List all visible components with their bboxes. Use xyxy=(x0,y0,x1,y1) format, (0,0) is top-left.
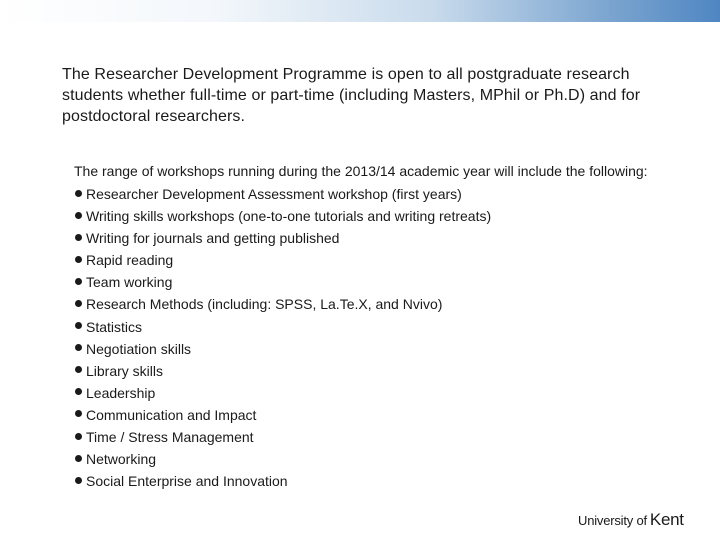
logo-prefix: University of xyxy=(578,513,647,528)
university-logo xyxy=(578,510,684,534)
list-item xyxy=(74,338,684,360)
list-item-label: Communication and Impact xyxy=(86,406,257,423)
bullet-icon xyxy=(75,234,82,241)
workshops-section xyxy=(74,164,684,492)
bullet-icon xyxy=(75,388,82,395)
workshops-intro: The range of workshops running during the 2013/14 academic year will include the following: xyxy=(74,163,648,179)
list-item xyxy=(74,183,684,205)
list-item xyxy=(74,293,684,315)
list-item xyxy=(74,227,684,249)
bullet-icon xyxy=(75,455,82,462)
list-item-label: Social Enterprise and Innovation xyxy=(86,473,288,490)
list-item xyxy=(74,249,684,271)
list-item-label: Researcher Development Assessment workshop (first years) xyxy=(86,186,462,202)
list-item-label: Leadership xyxy=(86,384,156,401)
list-item xyxy=(74,448,684,470)
list-item-label: Negotiation skills xyxy=(86,340,192,357)
header-gradient-band xyxy=(0,0,720,22)
bullet-icon xyxy=(75,433,82,440)
list-item-label: Writing for journals and getting published xyxy=(86,230,340,247)
list-item xyxy=(74,316,684,338)
bullet-icon xyxy=(75,366,82,373)
list-item-label: Research Methods (including: SPSS, La.Te.X, and Nvivo) xyxy=(86,296,443,313)
bullet-icon xyxy=(75,344,82,351)
list-item xyxy=(74,470,684,492)
workshop-list xyxy=(74,183,684,492)
bullet-icon xyxy=(75,256,82,263)
list-item xyxy=(74,360,684,382)
list-item-label: Writing skills workshops (one-to-one tutorials and writing retreats) xyxy=(86,208,492,225)
bullet-icon xyxy=(75,212,82,219)
list-item xyxy=(74,205,684,227)
bullet-icon xyxy=(75,410,82,417)
list-item xyxy=(74,382,684,404)
list-item xyxy=(74,426,684,448)
list-item-label: Rapid reading xyxy=(86,252,174,269)
slide-headline: The Researcher Development Programme is open to all postgraduate research students whether full-time or part-time (including Masters, MPhil or Ph.D) and for postdoctoral researchers. xyxy=(62,66,641,125)
bullet-icon xyxy=(75,190,82,197)
logo-name: Kent xyxy=(649,510,684,529)
list-item-label: Networking xyxy=(86,451,157,468)
list-item-label: Time / Stress Management xyxy=(86,429,254,446)
list-item xyxy=(74,404,684,426)
bullet-icon xyxy=(75,477,82,484)
list-item-label: Team working xyxy=(86,274,173,291)
bullet-icon xyxy=(75,300,82,307)
list-item-label: Library skills xyxy=(86,362,164,379)
list-item-label: Statistics xyxy=(86,318,143,335)
bullet-icon xyxy=(75,322,82,329)
list-item xyxy=(74,271,684,293)
bullet-icon xyxy=(75,278,82,285)
